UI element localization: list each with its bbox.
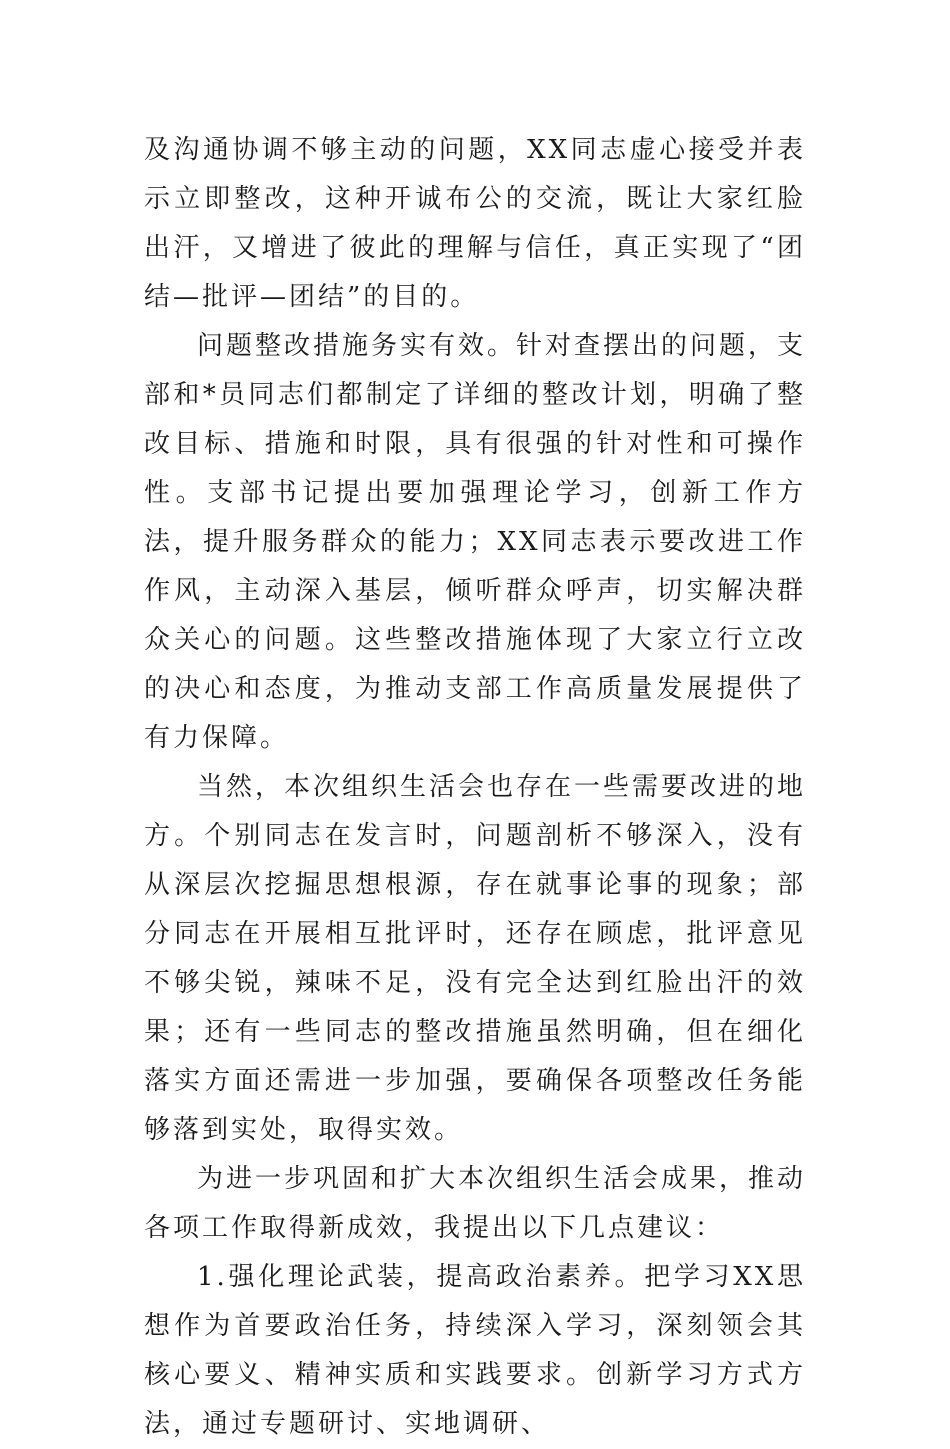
paragraph-rectification-measures: 问题整改措施务实有效。针对查摆出的问题，支部和*员同志们都制定了详细的整改计划，明确了整改目标、措施和时限，具有很强的针对性和可操作性。支部书记提出要加强理论学习，创新工作方法，提升服务群众的能力；XX同志表示要改进工作作风，主动深入基层，倾听群众呼声，切实解决群众关心的问题。这些整改措施体现了大家立行立改的决心和态度，为推动支部工作高质量发展提供了有力保障。: [144, 331, 807, 753]
paragraph-areas-for-improvement: 当然，本次组织生活会也存在一些需要改进的地方。个别同志在发言时，问题剖析不够深入，没有从深层次挖掘思想根源，存在就事论事的现象；部分同志在开展相互批评时，还存在顾虑，批评意见不够尖锐，辣味不足，没有完全达到红脸出汗的效果；还有一些同志的整改措施虽然明确，但在细化落实方面还需进一步加强，要确保各项整改任务能够落到实处，取得实效。: [144, 772, 807, 1145]
document-body: [144, 126, 806, 1449]
paragraph-suggestions-intro: 为进一步巩固和扩大本次组织生活会成果，推动各项工作取得新成效，我提出以下几点建议：: [144, 1164, 807, 1243]
paragraph-suggestion-1: 1.强化理论武装，提高政治素养。把学习XX思想作为首要政治任务，持续深入学习，深刻领会其核心要义、精神实质和实践要求。创新学习方式方法，通过专题研讨、实地调研、: [144, 1262, 806, 1439]
paragraph-communication-issue: 及沟通协调不够主动的问题，XX同志虚心接受并表示立即整改，这种开诚布公的交流，既让大家红脸出汗，又增进了彼此的理解与信任，真正实现了“团结—批评—团结”的目的。: [144, 135, 806, 312]
